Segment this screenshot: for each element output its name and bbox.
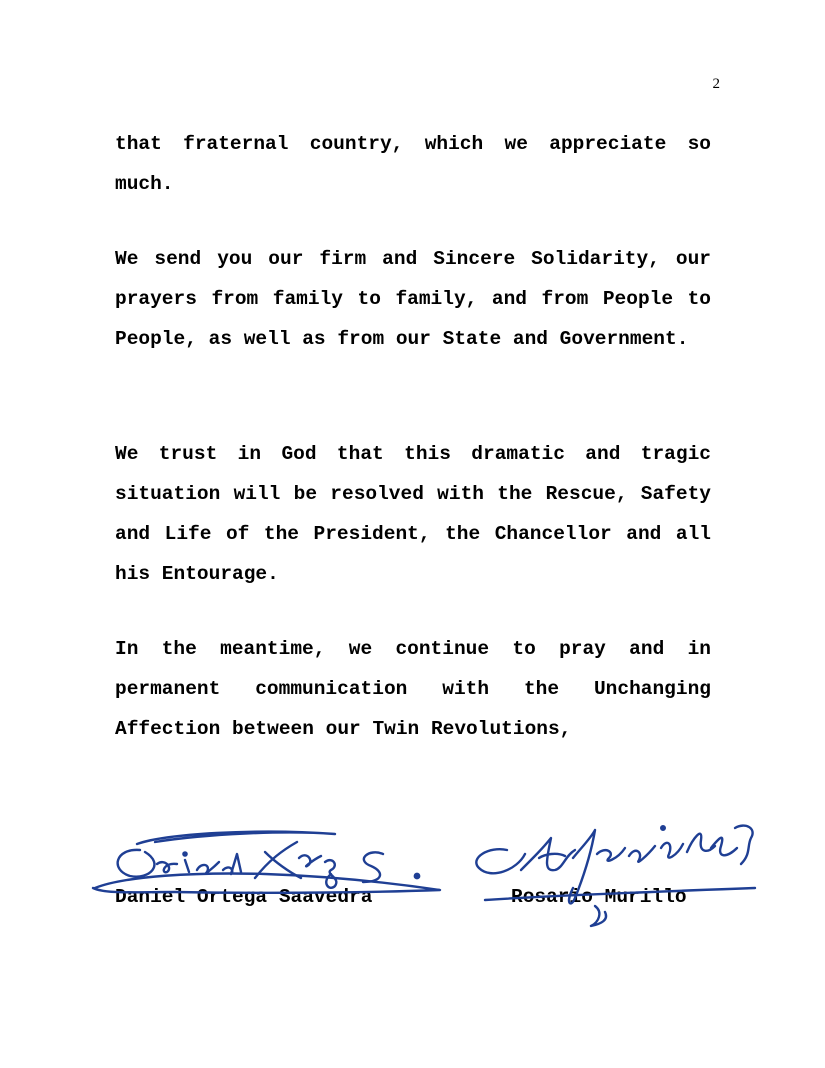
paragraph-3: We trust in God that this dramatic and tragic situation will be resolved with the Rescue, Safety and Life of the President, the Chancellor and all his Entourage. <box>115 443 711 585</box>
paragraph-4: In the meantime, we continue to pray and in permanent communication with the Unchanging Affection between our Twin Revolutions, <box>115 638 711 740</box>
signature-right <box>465 808 765 933</box>
paragraph-2: We send you our firm and Sincere Solidarity, our prayers from family to family, and from People to People, as well as from our State and Government. <box>115 248 711 350</box>
signatory-name-left: Daniel Ortega Saavedra <box>115 886 373 908</box>
paragraph-1: that fraternal country, which we appreciate so much. <box>115 133 711 195</box>
signature-left <box>85 820 455 920</box>
signatory-name-right: Rosario Murillo <box>511 886 687 908</box>
page-number: 2 <box>712 76 720 92</box>
